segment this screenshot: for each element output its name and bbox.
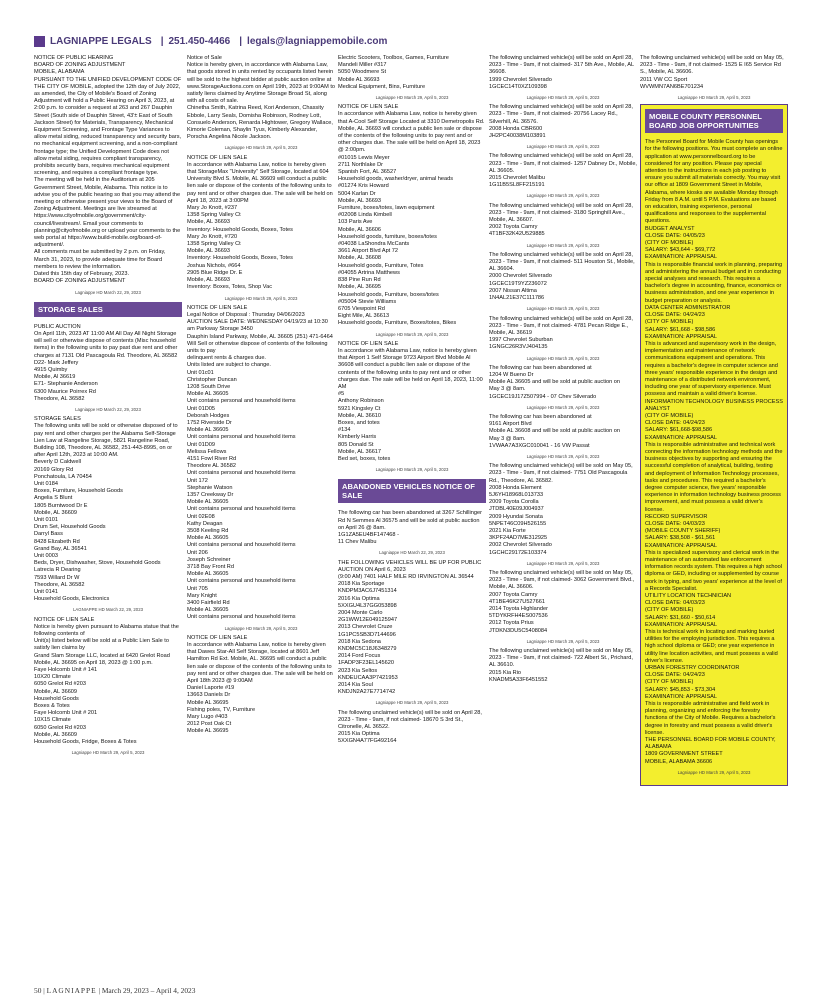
header-section: LAGNIAPPE LEGALS [50, 35, 152, 47]
notice-credit: Lagniappe HD March 29, April 5, 2023 [526, 560, 600, 566]
notice-credit: Lagniappe HD March 29, April 5, 2023 [224, 295, 298, 301]
notice-unclaimed-vehicle: The following unclaimed vehicle(s) will be sold on May 05, 2023 - Time - 9am, if not claimed- 3062 Government Blvd., Mobile, AL 36606. 2007 Toyota Camry 4T1BE46K27U527661 2014 Toyota Highlander 5TDYKRFH4ES007536 2012 Toyota Prius JTDKN3DU5C5408084 [489, 570, 635, 634]
notice-credit: Lagniappe HD March 29, April 5, 2023 [375, 331, 449, 337]
notice-credit: Lagniappe HD March 29, April 5, 2023 [526, 144, 600, 150]
page-footer: 50 | LAGNIAPPE | March 29, 2023 – April 4, 2023 [34, 986, 196, 995]
section-heading-storage-sales: STORAGE SALES [34, 302, 182, 317]
notice-lien-sale: NOTICE OF LIEN SALE In accordance with Alabama Law, notice is hereby given that Airport 1 Self Storage 9723 Airport Blvd Mobile Al 36608 will conduct a public lien sale or dispose of the contents of the following units to pay rent and or other charges due. The sale will be held on April 18, 2023, 11:00 AM #5 Anthony Robinson 5921 Kingsley Ct Mobile, AL 36610 Boxes, and totes #134 Kimberly Harris 805 Donald St Mobile, AL 36617 Bed set, boxes, totes [338, 340, 483, 462]
notice-credit: Lagniappe HD March 29, April 5, 2023 [526, 404, 600, 410]
notice-unclaimed-vehicle: The following unclaimed vehicle(s) will be sold on April 28, 2023 - Time - 9am, if not claimed- 317 5th Ave., Mobile, AL 36608. 1999 Chevrolet Silverado 1GCEC14T0XZ109398 [489, 55, 634, 90]
notice-credit: Lagniappe HD March 29, April 5, 2023 [526, 306, 600, 312]
notice-vehicle-auction: THE FOLLOWING VEHICLES WILL BE UP FOR PUBLIC AUCTION ON April 6, 2023 (9:00 AM) 7401 HALF MILE RD IRVINGTON AL 36544 2018 Kia Sportage KNDPM3AC6J7451314 2016 Kia Optima 5XXGU4L37GG053898 2004 Monte Carlo 2G1WW12E049125947 2013 Chevrolet Cruze 1G1PC5SB3D7144696 2018 Kia Sedona KNDMC5C18J6348279 2014 Ford Focus 1FADP3F23EL145620 2023 Kia Seltos KNDEUCAA3P7421953 2014 Kia Soul KNDJN2A27E7714742 [338, 559, 482, 696]
notice-public-auction: PUBLIC AUCTION On April 11th, 2023 AT 11:00 AM All Day All Night Storage will sell or otherwise dispose of contents (Misc household items) in the following units to pay past due rent and other charges at 7131 Old Pascagoula Rd. Theodore, AL 36582 D22- Mark Jeffery 4915 Quimby Mobile, Al 36619 E71- Stephanie Anderson 6300 Maurice Poirrex Rd Theodore, AL 36582 [34, 323, 178, 402]
notice-unclaimed-vehicle: The following unclaimed vehicle(s) will be sold on April 28, 2023 - Time - 9am, if not claimed- 18670 S 3rd St., Citronelle, AL 36522. 2015 Kia Optima 5XXGN4A77FG492164 [338, 709, 482, 745]
notice-credit: Lagniappe HD March 29, April 5, 2023 [677, 769, 751, 775]
notice-unclaimed-vehicle: The following unclaimed vehicle(s) will be sold on April 28, 2023 - Time - 9am, if not claimed- 3180 Springhill Ave., Mobile, AL 36607. 2002 Toyota Camry 4T1BF32K42U529885 [489, 202, 633, 238]
notice-storage-sales: STORAGE SALES The following units will be sold or otherwise disposed of to pay rent and other charges per the Alabama Self-Storage Lien Law at Rangeline Storage, 5821 Rangeline Road, Building 108, Theodore, AL 36582, 251-443-8995, on or after April 12th, 2023 at 10:00 AM. Beverly D Caldwell 20169 Glory Rd Ponchatoula, LA 70454 Unit 0184 Boxes, Furniture, Household Goods Angelia S Blunt 1805 Burntwood Dr E Mobile, AL 36609 Unit 0101 Drum Set, Household Goods Darryl Bass 8428 Elizabeth Rd Grand Bay, AL 36541 Unit 0003 Beds, Dryer, Dishwasher, Stove, Household Goods Latrecia R Dearing 7593 Willard Dr W Theodore, AL 36582 Unit 0141 Household Goods, Electronics [34, 416, 178, 603]
notice-credit: Lagniappe HD March 29, April 5, 2023 [526, 453, 600, 459]
notice-credit: Lagniappe HD March 29, April 5, 2023 [526, 355, 600, 361]
notice-unclaimed-vehicle: The following unclaimed vehicle(s) will be sold on May 05, 2023 - Time - 9am, if not claimed- 722 Albert St., Prichard, AL 36610. 2015 Kia Rio KNADM5A33F6451552 [489, 648, 633, 683]
notice-unclaimed-vehicle: The following unclaimed vehicle(s) will be sold on April 28, 2023 - Time - 9am, if not claimed- 1257 Dabney Dr., Mobile, AL 36605. 2015 Chevrolet Malibu 1G11B5SL8FF215191 [489, 153, 637, 189]
column-1 [34, 55, 182, 759]
notice-public-hearing: NOTICE OF PUBLIC HEARING BOARD OF ZONING ADJUSTMENT MOBILE, ALABAMA PURSUANT TO THE UNIFIED DEVELOPMENT CODE OF THE CITY OF MOBILE, adopted the 12th day of July 2022, as amended, the City of Mobile's Board of Zoning Adjustment will hold a Public Hearing on April 3, 2023, at 2:00 p.m. to consider a request at 263 and 267 Dauphin Street (South side of Dauphin Street, 43'± East of South Jackson Street) for Materials, Transparency, Mechanical Equipment Screening, and Frontage Type Variances to allow metal siding, reduced transparency and security bars, no mechanical equipment screening, and a non-compliant frontage type; the Unified Development Code does not allow metal siding, requires compliant transparency, prohibits security bars, requires mechanical equipment screening, and requires a compliant frontage type. The meeting will be held in the Auditorium at 205 Government Street, Mobile, Alabama. This notice is to advise you of the public hearing so that you may attend the meeting or otherwise present your views to the Board of Zoning Adjustment. Meetings are live streamed at https://www.cityofmobile.org/government/city-council/livestream/. Email your comments to planning@cityofmobile.org or upload your comments to the web portal at https://www.build-mobile.org/board-of-adjustment/. All comments must be submitted by 2 p.m. on Friday, March 31, 2023, to provide adequate time for Board members to review the information. Dated this 15th day of February, 2023. BOARD OF ZONING ADJUSTMENT [34, 55, 182, 285]
notice-lien-sale: NOTICE OF LIEN SALE In accordance with Alabama Law, notice is hereby given that Dawes Star-All Self Storage, located at 8601 Jeff Hamilton Rd Ext. Mobile, AL. 36695 will conduct a public lien sale or dispose of the contents of the following units to pay rent and or other charges due. The sale will be held on April 18th 2023 @ 9:00AM Daniel Laporte #19 13663 Daniels Dr Mobile AL 36695 Fishing poles, TV, Furniture Mary Lugo #403 2012 Post Oak Ct Mobile AL 36695 [187, 634, 333, 735]
issue-dates: March 29, 2023 – April 4, 2023 [101, 986, 196, 995]
notice-lien-sale: NOTICE OF LIEN SALE Legal Notice of Disposal : Thursday 04/06/2023 AUCTION SALE DATE: WEDNESDAY 04/19/23 at 10:30 am Parkway Storage 3450 Dauphin Island Parkway, Mobile, AL 36605 (251) 471-6464 Will Sell or otherwise dispose of contents of the following units to pay delinquent rents & charges due. Units listed are subject to change. Unit 01c01 Christopher Duncan 1208 South Drive Mobile AL 36605 Unit contains personal and household items Unit 01D05 Deborah Hodges 1752 Riverside Dr Mobile AL 36605 Unit contains personal and household items Unit 01D09 Melissa Fellows 4151 Fowl River Rd Theodore AL 36582 Unit contains personal and household items Unit 172 Stephanie Watson 1357 Creekway Dr Mobile AL 36605 Unit contains personal and household items Unit 02E08 Kathy Deagan 3508 Keeling Rd Mobile AL 36605 Unit contains personal and household items Unit 206 Joseph Schreiner 3718 Bay Front Rd Mobile AL 36605 Unit contains personal and household items Unit 705 Mary Knight 3400 Fairfield Rd Mobile AL 36605 Unit contains personal and household items [187, 304, 333, 621]
section-marker-icon [34, 36, 45, 47]
section-heading-abandoned-vehicles: ABANDONED VEHICLES NOTICE OF SALE [338, 479, 486, 503]
notice-unclaimed-vehicle: The following unclaimed vehicle(s) will be sold on April 28, 2023 - Time - 9am, if not claimed- 20756 Lacey Rd., Silverhill, AL 36576. 2008 Honda CBR600 JH2PC40038M103891 [489, 104, 633, 140]
notice-lien-sale: NOTICE OF LIEN SALE In accordance with Alabama Law, notice is hereby given that StorageMax "University" Self Storage, located at 604 University Blvd S. Mobile, AL 36609 will conduct a public lien sale or dispose of the contents of the following units to pay rent and or other charges due. The sale will be held on April 18, 2023 at 3:00PM Mary Jo Knott, #237 1358 Spring Valley Ct Mobile, AL 36693 Inventory: Household Goods, Boxes, Totes Mary Jo Knott, #720 1358 Spring Valley Ct Mobile, AL 36693 Inventory: Household Goods, Boxes, Totes Joshua Nichols, #664 2905 Blue Ridge Dr. E Mobile, AL 36693 Inventory: Boxes, Totes, Shop Vac [187, 154, 333, 291]
header-phone: 251.450-4466 [168, 35, 231, 47]
notice-credit: Lagniappe HD March 29, April 5, 2023 [526, 638, 600, 644]
notice-credit: Lagniappe HD March 22, 29, 2023 [379, 550, 445, 556]
notice-abandoned-car: The following car has been abandoned at 1204 W Bueno Dr Mobile AL 36605 and will be sold at public auction on May 3 @ 8am. 1GCEC19J17Z507994 - 07 Chev Silverado [489, 364, 621, 400]
column-4 [489, 55, 637, 687]
notice-credit: Lagniappe HD March 29, April 5, 2023 [224, 625, 298, 631]
publication-logo: LAGNIAPPE [46, 986, 97, 995]
header-separator: | [160, 35, 164, 47]
notice-credit: Lagniappe HD March 29, April 5, 2023 [375, 467, 449, 473]
notice-credit: Lagniappe HD March 29, April 5, 2023 [677, 95, 751, 101]
notice-unclaimed-vehicle: The following unclaimed vehicle(s) will be sold on May 05, 2023 - Time - 9am, if not claimed- 7751 Old Pascagoula Rd., Theodore, AL 36582. 2008 Honda Element 5J6YH18968L013733 2009 Toyota Corolla JTDBL40E09J004937 2009 Hyundai Sonata 5NPET46C09H526155 2021 Kia Forte 3KPF24AD7ME312925 2002 Chevrolet Silverado 1GCHC29172E103374 [489, 463, 633, 556]
notice-lien-sale: NOTICE OF LIEN SALE Notice is hereby given pursuant to Alabama statue that the following contents of Unit(s) listed below will be sold at a Public Lien Sale to satisfy lien claims by Grand Slam Storage LLC, located at 6420 Grelot Road Mobile, AL 36695 on April 18, 2023 @ 1:00 p.m. Faye Holcomb Unit # 141 10X20 Climate 6050 Grelot Rd #203 Mobile, AL 36609 Household Goods Boxes & Totes Faye Holcomb Unit # 201 10X15 Climate 6050 Grelot Rd #203 Mobile, AL 36609 Household Goods, Fridge, Boxes & Totes [34, 616, 179, 746]
notice-unclaimed-vehicle: The following unclaimed vehicle(s) will be sold on April 28, 2023 - Time - 9am, if not claimed- 4781 Pecan Ridge E., Mobile, AL 36619 1997 Chevrolet Suburban 1GNGC26R3VJ404135 [489, 315, 633, 351]
section-heading-job-opportunities: MOBILE COUNTY PERSONNEL BOARD JOB OPPORTUNITIES [645, 109, 783, 133]
notice-continued: Electric Scooters, Toolbox, Games, Furniture Mandeli Miller #317 5050 Woodmere St Mobile AL 36693 Medical Equipment, Bins, Furniture [338, 55, 449, 90]
notice-credit: Lagniappe HD March 22, 29, 2023 [75, 406, 141, 412]
page-header [34, 34, 794, 48]
job-listings: The Personnel Board for Mobile County has openings for the following positions. You must complete an online application at www.personnelboard.org to be considered for any position. Please pay special attention to the instructions in each job posting to ensure you submit all materials correctly. You may visit our office at 1809 Government Street in Mobile, Alabama, where kiosks are available Monday through Friday from 8 A.M. until 5 P.M. Evaluations are based on education, training experience, personal qualifications and responses to the supplemental questions. BUDGET ANALYST CLOSE DATE: 04/05/23 (CITY OF MOBILE) SALARY: $43,644 - $69,772 EXAMINATION: APPRAISAL This is responsible financial work in planning, preparing and administering the annual budget and in conducting special analyses and research. This requires a bachelor's degree in accounting, finance, economics or business administration, and one year experience in budget preparation or analysis. DATA CENTER ADMINISTRATOR CLOSE DATE: 04/24/23 (CITY OF MOBILE) SALARY: $61,668 - $98,586 EXAMINATION: APPRAISAL This is advanced and supervisory work in the design, implementation and maintenance of network communications equipment and operations. This requires a bachelor's degree in computer science and three years' responsible experience in the design and maintenance of a distributed network environment, including one year of supervisory experience. Must possess and maintain a valid driver's license. INFORMATION TECHNOLOGY BUSINESS PROCESS ANALYST (CITY OF MOBILE) CLOSE DATE: 04/24/23 SALARY: $61,668-$98,586 EXAMINATION: APPRAISAL This is responsible administrative and technical work connecting the information technology methods and the business objectives by supporting and ensuring the successful completion of analytical, building, testing and deployment of Information Technology processes, tasks and procedures. This required a bachelor's degree computer science, five years' responsible experience in information technology business process improvement, and must possess a valid driver's license. RECORD SUPERVISOR CLOSE DATE: 04/03/23 (MOBILE COUNTY SHERIFF) SALARY: $38,508 - $61,561 EXAMINATION: APPRAISAL This is specialized supervisory and clerical work in the maintenance of an automated law enforcement information records system. This requires a high school diploma or GED, including or supplemented by course work in typing, and two years' experience at the level of a Records Specialist. UTILITY LOCATION TECHNICIAN CLOSE DATE: 04/03/23 (CITY OF MOBILE) SALARY: $31,660 - $50,614 EXAMINATION: APPRAISAL This is technical work in locating and marking buried utilities for the employing jurisdiction. This requires a high school diploma or GED; one year experience in utility line location activities, and must possess a valid driver's license. URBAN FORESTRY COORDINATOR CLOSE DATE: 04/24/23 (CITY OF MOBILE) SALARY: $45,853 - $73,304 EXAMINATION: APPRAISAL This is responsible administrative and field work in planning, organizing and enforcing the forestry functions of the City of Mobile. Requires a bachelor's degree in forestry and must possess a valid driver's license. THE PERSONNEL BOARD FOR MOBILE COUNTY, ALABAMA 1809 GOVERNMENT STREET MOBILE, ALABAMA 36606 [645, 139, 784, 765]
notice-of-sale: Notice of Sale Notice is hereby given, in accordance with Alabama Law, that goods stored in units rented by occupants listed herein will be sold to the highest bidder at public auction online at www.StorageAuctions.com on April 19th, 2023 at 9:00AM to satisfy liens claimed by Anytime Storage Broad St, along with all costs of sale. Chinetha Smith, Katrina Reed, Kori Anderson, Chassity Ebbole, Larry Seals, Domisha Robinson, Rodney Lott, Consuelo Anderson, Renarda Hightower, Gregory Wallace, Kimorie Coleman, Shaylin Tyus, Kimberly Alexander, Porscha Angelina Nicole Jackson. [187, 55, 335, 141]
notice-lien-sale: NOTICE OF LIEN SALE In accordance with Alabama Law, notice is hereby given that A-Cool Self Storage Located at 3310 Demetropolis Rd. Mobile, AL 36693 will conduct a public lien sale or dispose of the contents of the following units to pay rent and or other charges due. The sale will be held on April 18, 2023 @ 2:00pm. #01015 Lewis Meyer 2711 Northlake Dr Spanish Fort, AL 36527 Household goods, washer/dryer, animal heads #01274 Kris Howard 5004 Karlan Dr Mobile, AL 36693 Furniture, boxes/totes, lawn equipment #02008 Linda Kimbell 103 Paris Ave Mobile, AL 36606 Household goods, furniture, boxes/totes #04038 LaShondra McCants 3661 Airport Blvd Apt 72 Mobile, AL 36608 Household goods, Furniture, Totes #04055 Artrina Matthews 838 Pine Run Rd Mobile, AL 36695 Household goods, Furniture, boxes/totes #05004 Stevie Williams 6705 Viewpoint Rd Eight Mile, AL 36613 Household goods, Furniture, Boxes/totes, Bikes [338, 104, 485, 327]
notice-credit: Lagniappe HD March 22, 29, 2023 [75, 289, 141, 295]
notice-credit: Lagniappe HD March 29, April 5, 2023 [526, 95, 600, 101]
column-3 [338, 55, 486, 749]
notice-credit: Lagniappe HD March 29, April 5, 2023 [71, 750, 145, 756]
notice-credit: Lagniappe HD March 29, April 5, 2023 [375, 700, 449, 706]
notice-credit: Lagniappe HD March 29, April 5, 2023 [526, 193, 600, 199]
notice-credit: Lagniappe HD March 29, April 5, 2023 [375, 95, 449, 101]
notice-abandoned-car: The following car has been abandoned at 9161 Airport Blvd Mobile AL 36608 and will be sold at public auction on May 3 @ 8am. 1VWAA7A3XGC010041 - 16 VW Passat [489, 413, 621, 449]
page-number: 50 [34, 986, 42, 995]
notice-unclaimed-vehicle: The following unclaimed vehicle(s) will be sold on May 05, 2023 - Time - 9am, if not claimed- 1525 E I65 Service Rd S., Mobile, AL 36606. 2011 VW CC Sport WVWMN7AN6BE701234 [640, 55, 784, 90]
column-5 [640, 55, 788, 786]
column-2 [187, 55, 335, 739]
notice-credit: Lagniappe HD March 29, April 5, 2023 [526, 242, 600, 248]
header-email[interactable]: legals@lagniappemobile.com [247, 35, 388, 47]
notice-abandoned-car: The following car has been abandoned at 3267 Schillinger Rd N Semmes Al 36575 and will be sold at public auction on April 26 @ 8am. 1G1ZA5EU4BF147468 - 11 Chev Malibu [338, 510, 482, 546]
header-separator: | [239, 35, 243, 47]
notice-credit: Lagniappe HD March 29, April 5, 2023 [224, 145, 298, 151]
notice-unclaimed-vehicle: The following unclaimed vehicle(s) will be sold on April 28, 2023 - Time - 9am, if not claimed- 511 Houston St., Mobile, AL 36604. 2000 Chevrolet Silverado 1GCEC19T9YZ236072 2007 Nissan Altima 1N4AL21E37C111786 [489, 251, 635, 302]
job-opportunities-box [640, 104, 788, 786]
notice-credit: LAGNIAPPE HD March 22, 29, 2023 [73, 607, 143, 613]
